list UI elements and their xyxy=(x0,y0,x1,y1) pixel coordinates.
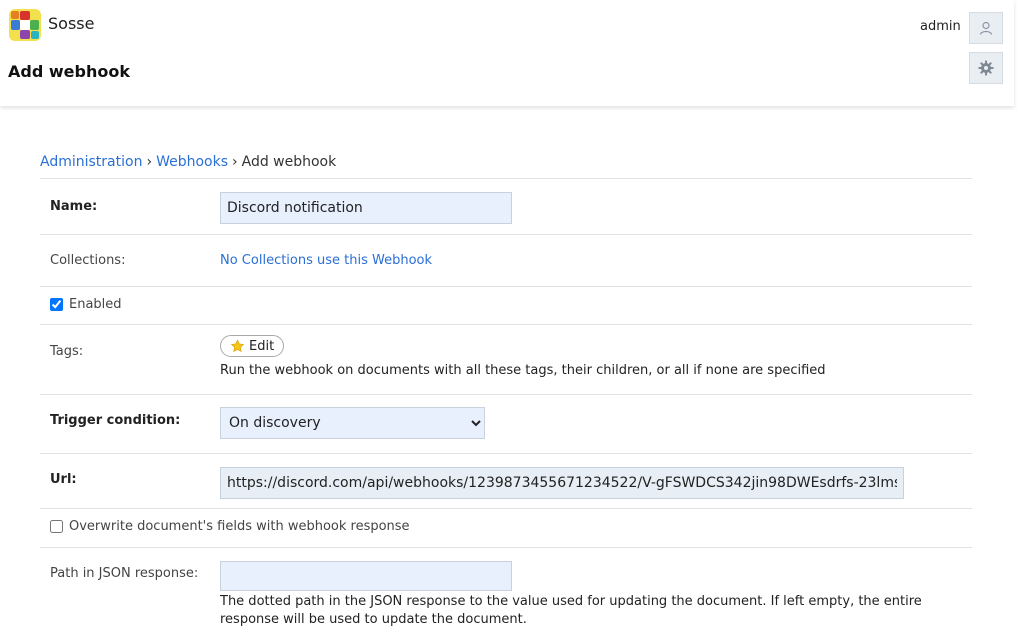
breadcrumb-webhooks[interactable]: Webhooks xyxy=(156,154,228,170)
path-help: The dotted path in the JSON response to the value used for updating the document. If left empty, the entire response will be used to update the document. xyxy=(220,594,922,627)
breadcrumb-separator: › xyxy=(146,154,153,170)
url-row xyxy=(40,453,972,508)
settings-button[interactable] xyxy=(969,52,1003,84)
page-title: Add webhook xyxy=(8,62,130,81)
breadcrumb-separator: › xyxy=(232,154,238,170)
sosse-logo-icon[interactable] xyxy=(8,8,42,42)
webhook-form xyxy=(40,178,972,637)
username: admin xyxy=(920,19,961,34)
enabled-row xyxy=(40,286,972,324)
path-row xyxy=(40,547,972,637)
user-menu-button[interactable] xyxy=(969,12,1003,44)
overwrite-row xyxy=(40,508,972,547)
breadcrumb-current: Add webhook xyxy=(241,154,337,170)
url-label: Url: xyxy=(50,472,77,487)
trigger-row xyxy=(40,394,972,453)
collections-link[interactable]: No Collections use this Webhook xyxy=(220,253,433,268)
enabled-checkbox[interactable] xyxy=(50,298,63,311)
overwrite-checkbox[interactable] xyxy=(50,520,63,533)
name-input[interactable] xyxy=(220,192,512,224)
star-icon xyxy=(230,339,245,353)
tags-help: Run the webhook on documents with all these tags, their children, or all if none are specified xyxy=(220,363,826,378)
edit-tags-label: Edit xyxy=(249,338,275,354)
app-name[interactable]: Sosse xyxy=(48,14,95,33)
gear-icon xyxy=(978,60,994,76)
header xyxy=(0,0,1014,106)
breadcrumb-administration[interactable]: Administration xyxy=(40,154,143,170)
enabled-label[interactable]: Enabled xyxy=(69,297,122,312)
edit-tags-button[interactable] xyxy=(220,335,284,357)
overwrite-label[interactable]: Overwrite document's fields with webhook response xyxy=(69,519,410,534)
tags-row xyxy=(40,324,972,394)
collections-label: Collections: xyxy=(50,253,126,268)
path-input[interactable] xyxy=(220,561,512,591)
breadcrumb xyxy=(40,154,336,170)
path-label: Path in JSON response: xyxy=(50,566,199,581)
collections-row xyxy=(40,234,972,286)
trigger-label: Trigger condition: xyxy=(50,413,181,428)
url-input[interactable] xyxy=(220,467,904,499)
name-label: Name: xyxy=(50,199,98,214)
name-row xyxy=(40,178,972,234)
tags-label: Tags: xyxy=(50,344,84,359)
trigger-select[interactable] xyxy=(220,407,485,439)
user-icon xyxy=(979,21,993,35)
